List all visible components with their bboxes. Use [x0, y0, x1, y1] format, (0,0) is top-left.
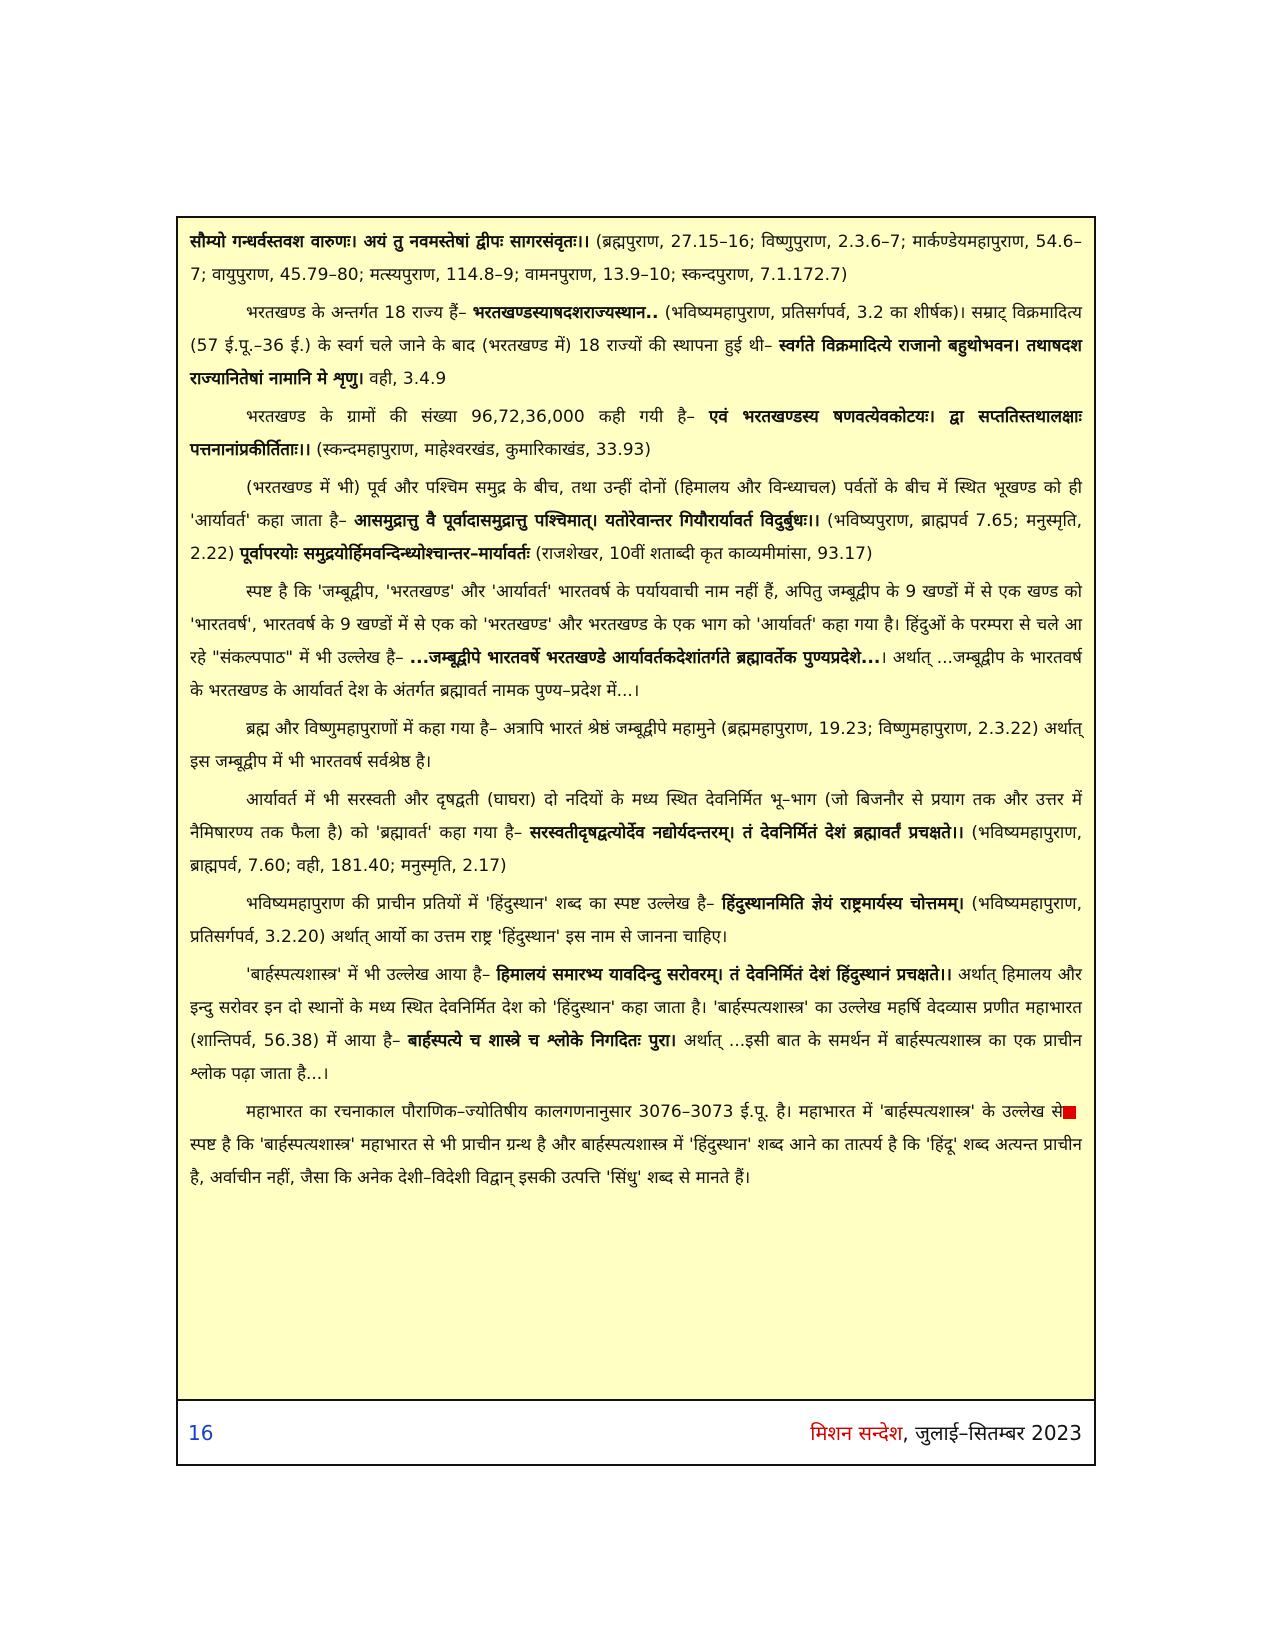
paragraph-text: आर्यावर्त में भी सरस्वती और दृषद्वती (घाघरा) दो नदियों के मध्य स्थित देवनिर्मित भू–भाग (जो बिजनौर से प्रयाग तक और उत्तर में नैमिषारण्य तक फैला है) को 'ब्रह्मावर्त' कहा गया है– [190, 790, 1082, 843]
sanskrit-quote: भरतखण्डस्याषदशराज्यस्थान.. [472, 303, 659, 323]
paragraph-text: (स्कन्दमहापुराण, माहेश्वरखंड, कुमारिकाखंड, 33.93) [310, 440, 651, 460]
sanskrit-quote: स्वर्गते विक्रमादित्ये राजानो बहुथोभवन। तथाषदश राज्यानितेषां नामानि मे शृणु। [190, 336, 1082, 389]
page-footer [178, 1401, 1094, 1464]
sanskrit-quote: आसमुद्रात्तु वै पूर्वादासमुद्रात्तु पश्चिमात्। यतोरेवान्तर गियौरार्यावर्त विदुर्बुधः।। [354, 511, 820, 531]
paragraph-text: वही, 3.4.9 [363, 369, 447, 389]
paragraph-text: (भविष्यमहापुराण, प्रतिसर्गपर्व, 3.2 का शीर्षक)। सम्राट् विक्रमादित्य (57 ई.पू.–36 ई.) के स्वर्ग चले जाने के बाद (भरतखण्ड में) 18 राज्यों की स्थापना हुई थी– [190, 303, 1082, 356]
paragraph-text: भरतखण्ड के ग्रामों की संख्या 96,72,36,000 कही गयी है– [246, 407, 710, 427]
article-box [176, 216, 1096, 1466]
paragraph [190, 576, 1082, 708]
sanskrit-quote: ...जम्बूद्वीपे भारतवर्षे भरतखण्डे आर्यावर्तकदेशांतर्गते ब्रह्मावर्तेक पुण्यप्रदेशे... [409, 648, 881, 668]
page-number: 16 [188, 1420, 214, 1445]
sanskrit-quote: एवं भरतखण्डस्य षणवत्येवकोटयः। द्वा सप्ततिस्तथालक्षाः पत्तनानांप्रकीर्तिताः।। [190, 407, 1082, 460]
paragraph-text: अर्थात् ...इसी बात के समर्थन में बार्हस्पत्यशास्त्र का एक प्राचीन श्लोक पढ़ा जाता है...। [190, 1031, 1082, 1084]
paragraph-text: (भरतखण्ड में भी) पूर्व और पश्चिम समुद्र के बीच, तथा उन्हीं दोनों (हिमालय और विन्ध्याचल) पर्वतों के बीच में स्थित भूखण्ड को ही 'आर्यावर्त' कहा जाता है– [190, 478, 1082, 531]
paragraph-text: भरतखण्ड के अन्तर्गत 18 राज्य हैं– [246, 303, 473, 323]
paragraph [190, 472, 1082, 571]
paragraph-text: 'बार्हस्पत्यशास्त्र' में भी उल्लेख आया है– [246, 965, 497, 985]
sanskrit-quote: पूर्वापरयोः समुद्रयोर्हिमवन्दिन्ध्योश्चान्तर–मार्यावर्तः [239, 544, 530, 564]
magazine-issue [810, 1419, 1082, 1446]
paragraph-text: महाभारत का रचनाकाल पौराणिक–ज्योतिषीय कालगणनानुसार 3076–3073 ई.पू. है। महाभारत में 'बार्हस्पत्यशास्त्र' के उल्लेख से स्पष्ट है कि 'बार्हस्पत्यशास्त्र' महाभारत से भी प्राचीन ग्रन्थ है और बार्हस्पत्यशास्त्र में 'हिंदुस्थान' शब्द आने का तात्पर्य है कि 'हिंदू' शब्द अत्यन्त प्राचीन है, अर्वाचीन नहीं, जैसा कि अनेक देशी–विदेशी विद्वान् इसकी उत्पत्ति 'सिंधु' शब्द से मानते हैं। [190, 1102, 1082, 1188]
paragraph-text: (भविष्यमहापुराण, प्रतिसर्गपर्व, 3.2.20) अर्थात् आर्यो का उत्तम राष्ट्र 'हिंदुस्थान' इस नाम से जानना चाहिए। [190, 894, 1082, 947]
magazine-name: मिशन सन्देश [810, 1421, 903, 1445]
paragraph [190, 226, 1082, 292]
sanskrit-quote: बार्हस्पत्ये च शास्त्रे च श्लोके निगदितः पुरा। [407, 1031, 677, 1051]
paragraph-text: (ब्रह्मपुराण, 27.15–16; विष्णुपुराण, 2.3.6–7; मार्कण्डेयमहापुराण, 54.6–7; वायुपुराण, 45.79–80; मत्स्यपुराण, 114.8–9; वामनपुराण, 13.9–10; स्कन्दपुराण, 7.1.172.7) [190, 232, 1082, 285]
issue-date: , जुलाई–सितम्बर 2023 [902, 1421, 1082, 1445]
paragraph-text: । अर्थात् ...जम्बूद्वीप के भारतवर्ष के भरतखण्ड के आर्यावर्त देश के अंतर्गत ब्रह्मावर्त नामक पुण्य–प्रदेश में...। [190, 648, 1082, 701]
paragraph [190, 959, 1082, 1091]
paragraph [190, 784, 1082, 883]
sanskrit-quote: सरस्वतीदृषद्वत्योर्देव नद्योर्यदन्तरम्। तं देवनिर्मितं देशं ब्रह्मावर्तं प्रचक्षते।। [529, 823, 964, 843]
sanskrit-quote: हिमालयं समारभ्य यावदिन्दु सरोवरम्। तं देवनिर्मितं देशं हिंदुस्थानं प्रचक्षते।। [496, 965, 952, 985]
paragraph [190, 401, 1082, 467]
article-body [178, 218, 1094, 1401]
sanskrit-quote: सौम्यो गन्धर्वस्तवश वारुणः। अयं तु नवमस्तेषां द्वीपः सागरसंवृतः।। [190, 232, 590, 252]
sanskrit-quote: हिंदुस्थानमिति ज्ञेयं राष्ट्रमार्यस्य चोत्तमम्। [721, 894, 965, 914]
paragraph [190, 297, 1082, 396]
paragraph-text: (भविष्यमहापुराण, ब्राह्मपर्व, 7.60; वही, 181.40; मनुस्मृति, 2.17) [190, 823, 1083, 876]
end-of-article-icon [1063, 1106, 1076, 1119]
paragraph-text: स्पष्ट है कि 'जम्बूद्वीप, 'भरतखण्ड' और 'आर्यावर्त' भारतवर्ष के पर्यायवाची नाम नहीं हैं, अपितु जम्बूद्वीप के 9 खण्डों में से एक खण्ड को 'भारतवर्ष', भारतवर्ष के 9 खण्डों में से एक को 'भरतखण्ड' और भरतखण्ड के एक भाग को 'आर्यावर्त' कहा गया है। हिंदुओं के परम्परा से चले आ रहे "संकल्पपाठ" में भी उल्लेख है– [190, 582, 1082, 668]
paragraph-text: (भविष्यपुराण, ब्राह्मपर्व 7.65; मनुस्मृति, 2.22) [190, 511, 1082, 564]
paragraph [190, 1096, 1082, 1195]
paragraph [190, 713, 1082, 779]
paragraph-text: भविष्यमहापुराण की प्राचीन प्रतियों में 'हिंदुस्थान' शब्द का स्पष्ट उल्लेख है– [246, 894, 722, 914]
paragraph-text: (राजशेखर, 10वीं शताब्दी कृत काव्यमीमांसा, 93.17) [529, 544, 873, 564]
paragraph [190, 888, 1082, 954]
paragraph-text: ब्रह्म और विष्णुमहापुराणों में कहा गया है– अत्रापि भारतं श्रेष्ठं जम्बूद्वीपे महामुने (ब्रह्ममहापुराण, 19.23; विष्णुमहापुराण, 2.3.22) अर्थात् इस जम्बूद्वीप में भी भारतवर्ष सर्वश्रेष्ठ है। [190, 719, 1082, 772]
paragraph-text: अर्थात् हिमालय और इन्दु सरोवर इन दो स्थानों के मध्य स्थित देवनिर्मित देश को 'हिंदुस्थान' कहा जाता है। 'बार्हस्पत्यशास्त्र' का उल्लेख महर्षि वेदव्यास प्रणीत महाभारत (शान्तिपर्व, 56.38) में आया है– [190, 965, 1083, 1051]
